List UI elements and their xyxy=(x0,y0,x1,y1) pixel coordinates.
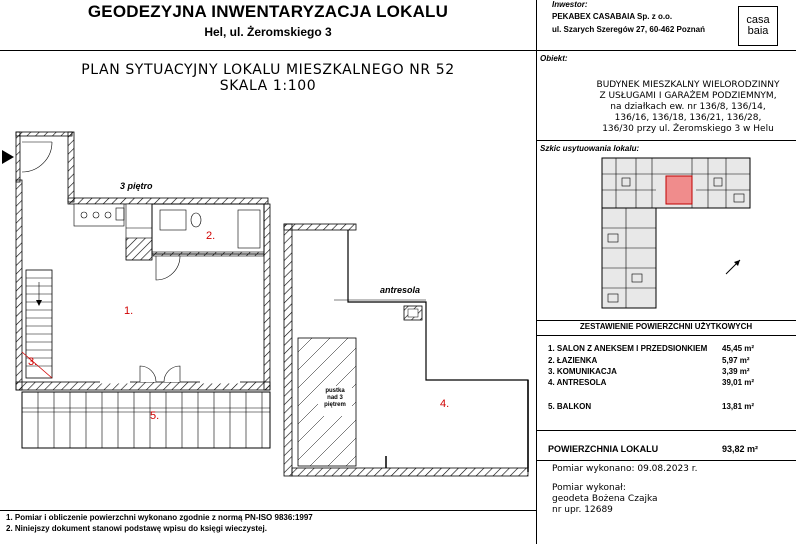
void-note-line-3: piętrem xyxy=(324,402,346,408)
room-label-5: 5. xyxy=(150,410,160,422)
wall-vestibule-left xyxy=(16,132,20,182)
divider-sketch xyxy=(536,320,796,321)
balcony-outline xyxy=(22,392,270,448)
divider-footer xyxy=(0,510,536,511)
north-arrow-icon xyxy=(726,260,740,274)
mezz-column-inner xyxy=(408,309,418,317)
divider-total xyxy=(536,460,796,461)
plan-title: PLAN SYTUACYJNY LOKALU MIESZKALNEGO NR 52 xyxy=(81,62,455,78)
divider-vertical-main xyxy=(536,0,537,544)
wall-living-right xyxy=(264,204,270,390)
balcony-row-value: 13,81 m² xyxy=(722,402,755,411)
divider-header xyxy=(0,50,536,51)
bathroom-fixture xyxy=(160,210,186,230)
area-row-name: 2. ŁAZIENKA xyxy=(548,356,598,365)
void-note xyxy=(320,388,350,409)
object-description xyxy=(588,80,788,135)
location-sketch xyxy=(596,154,756,316)
room-label-2: 2. xyxy=(206,230,216,242)
divider-investor xyxy=(536,50,796,51)
area-row-value: 3,39 m² xyxy=(722,367,750,376)
room-label-1: 1. xyxy=(124,305,134,317)
wall-mezz-left xyxy=(284,224,292,476)
investor-address: ul. Szarych Szeregów 27, 60-462 Poznań xyxy=(552,25,705,34)
object-line-4: 136/16, 136/18, 136/21, 136/28, xyxy=(614,113,762,123)
total-area-name: POWIERZCHNIA LOKALU xyxy=(548,444,659,454)
area-row-name: 1. SALON Z ANEKSEM I PRZEDSIONKIEM xyxy=(548,344,708,353)
area-row-value: 5,97 m² xyxy=(722,356,750,365)
area-row-name: 3. KOMUNIKACJA xyxy=(548,367,617,376)
sketch-label: Szkic usytuowania lokalu: xyxy=(540,144,640,153)
door-balcony-right xyxy=(164,366,180,382)
void-note-line-1: pustka xyxy=(325,388,345,394)
object-line-2: Z USŁUGAMI I GARAŻEM PODZIEMNYM, xyxy=(599,91,777,101)
entrance-arrow-icon xyxy=(2,150,14,164)
balcony-row-name: 5. BALKON xyxy=(548,402,592,411)
shower-tray xyxy=(238,210,260,248)
door-entrance xyxy=(22,142,52,172)
stair-arrow-icon xyxy=(36,300,42,306)
wall-mezz-top xyxy=(284,224,356,230)
document-address: Hel, ul. Żeromskiego 3 xyxy=(204,25,332,39)
kitchen-column-hatch xyxy=(126,238,152,260)
plan-scale: SKALA 1:100 xyxy=(219,78,317,94)
measurement-by-label: Pomiar wykonał: xyxy=(552,483,626,493)
apartment-highlight xyxy=(666,176,692,204)
floor-label: 3 piętro xyxy=(120,181,153,191)
investor-label: Inwestor: xyxy=(552,0,588,9)
door-balcony-left xyxy=(140,366,156,382)
surveyor-name: geodeta Bożena Czajka xyxy=(552,494,658,504)
wall-vestibule-right xyxy=(68,132,74,202)
wall-vestibule-top xyxy=(16,132,72,136)
toilet-icon xyxy=(191,213,201,227)
wall-mezz-bottom xyxy=(292,468,528,476)
total-area-value: 93,82 m² xyxy=(722,444,759,454)
wall-bathroom-bottom xyxy=(152,252,264,256)
object-line-5: 136/30 przy ul. Żeromskiego 3 w Helu xyxy=(602,124,774,134)
wall-living-left xyxy=(16,180,22,390)
balcony-railing xyxy=(22,392,270,448)
logo-text-2: baia xyxy=(747,25,769,37)
area-row-name: 4. ANTRESOLA xyxy=(548,378,607,387)
room-label-4: 4. xyxy=(440,398,450,410)
logo-text-1: casa xyxy=(746,14,770,26)
floor-plan xyxy=(0,120,536,490)
room-label-3: 3. xyxy=(28,356,38,368)
divider-object xyxy=(536,140,796,141)
footnote-1: 1. Pomiar i obliczenie powierzchni wykonano zgodnie z normą PN-ISO 9836:1997 xyxy=(6,513,313,522)
divider-areas-top xyxy=(536,335,796,336)
investor-logo xyxy=(738,6,778,46)
door-bathroom xyxy=(156,256,180,280)
object-line-1: BUDYNEK MIESZKALNY WIELORODZINNY xyxy=(596,80,780,90)
void-note-line-2: nad 3 xyxy=(327,395,343,401)
investor-name: PEKABEX CASABAIA Sp. z o.o. xyxy=(552,12,673,21)
areas-title: ZESTAWIENIE POWIERZCHNI UŻYTKOWYCH xyxy=(579,322,753,331)
measurement-date: Pomiar wykonano: 09.08.2023 r. xyxy=(552,464,698,474)
bathroom-outline xyxy=(152,204,264,254)
footnote-2: 2. Niniejszy dokument stanowi podstawę wpisu do księgi wieczystej. xyxy=(6,524,267,533)
wall-top-kitchen xyxy=(68,198,268,204)
mezz-outline xyxy=(348,230,528,468)
object-line-3: na działkach ew. nr 136/8, 136/14, xyxy=(610,102,766,112)
document-title: GEODEZYJNA INWENTARYZACJA LOKALU xyxy=(87,2,449,21)
area-row-value: 39,01 m² xyxy=(722,378,755,387)
surveyor-license: nr upr. 12689 xyxy=(552,505,613,515)
area-row-value: 45,45 m² xyxy=(722,344,755,353)
mezzanine-label: antresola xyxy=(380,285,421,295)
object-label: Obiekt: xyxy=(540,54,568,63)
divider-areas-bottom xyxy=(536,430,796,431)
